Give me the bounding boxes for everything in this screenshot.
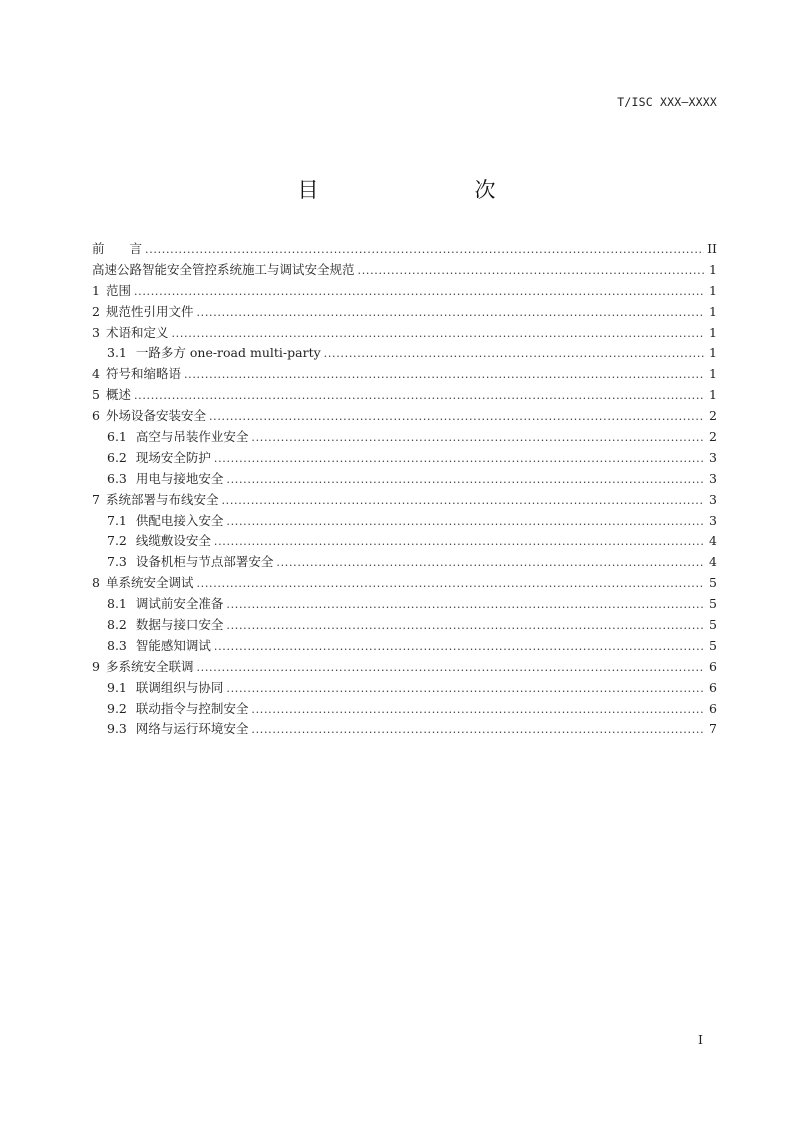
toc-entry-label: 范围 [105,282,131,298]
toc-entry-number: 1 [92,282,100,298]
toc-entry-label: 概述 [105,387,131,403]
toc-entry-number: 9 [92,658,100,674]
toc-page-number: 5 [709,637,717,653]
toc-dot-leader [214,532,704,553]
footer-page-number: I [698,1032,703,1047]
toc-entry-6[interactable] [92,406,717,427]
toc-page-number: 1 [709,303,717,319]
toc-dot-leader [251,700,704,721]
toc-entry-label: 供配电接入安全 [135,512,224,528]
toc-entry-number: 4 [92,366,100,382]
toc-entry-6-1[interactable] [92,427,717,448]
toc-entry-9-1[interactable] [92,678,717,699]
toc-dot-leader [214,637,704,658]
toc-dot-leader [171,324,704,345]
toc-page-number: 2 [709,429,717,445]
toc-page-number: 1 [709,366,717,382]
toc-entry-number: 7.1 [107,512,127,528]
toc-page-number: 1 [709,261,717,277]
toc-page-number: 5 [709,596,717,612]
toc-entry-foreword[interactable] [92,239,717,260]
toc-dot-leader [226,512,704,533]
toc-entry-label: 联动指令与控制安全 [135,700,249,716]
toc-entry-number: 8.2 [107,617,127,633]
toc-dot-leader [221,491,704,512]
toc-entry-label: 线缆敷设安全 [135,533,211,549]
toc-entry-9[interactable] [92,657,717,678]
toc-dot-leader [209,407,704,428]
toc-dot-leader [226,595,704,616]
page-title: 目 次 [297,178,534,202]
toc-page-number: 1 [709,324,717,340]
toc-dot-leader [196,303,704,324]
toc-entry-label: 术语和定义 [105,324,169,340]
toc-page-number: 6 [709,658,717,674]
toc-entry-number: 3.1 [107,345,127,361]
toc-page-number: 4 [709,533,717,549]
toc-entry-2[interactable] [92,302,717,323]
toc-entry-4[interactable] [92,364,717,385]
toc-entry-number: 7.2 [107,533,127,549]
toc-page-number: 7 [709,721,717,737]
toc-page-number: 3 [709,470,717,486]
toc-entry-number: 7.3 [107,554,127,570]
toc-dot-leader [226,679,704,700]
toc-dot-leader [184,365,704,386]
toc-entry-label: 符号和缩略语 [105,366,181,382]
toc-entry-standard-title[interactable] [92,260,717,281]
toc-dot-leader [251,428,704,449]
toc-page-number: 5 [709,575,717,591]
toc-entry-label: 设备机柜与节点部署安全 [135,554,274,570]
toc-page-number: 5 [709,617,717,633]
toc-dot-leader [214,449,704,470]
toc-entry-label: 一路多方 one-road multi-party [135,345,321,361]
toc-entry-label: 规范性引用文件 [105,303,194,319]
toc-entry-label: 单系统安全调试 [105,575,194,591]
toc-entry-label: 外场设备安装安全 [105,408,206,424]
toc-entry-label: 多系统安全联调 [105,658,194,674]
toc-entry-number: 6.2 [107,449,127,465]
toc-entry-number: 9.1 [107,679,127,695]
toc-entry-label: 现场安全防护 [135,449,211,465]
toc-page-number: 4 [709,554,717,570]
toc-dot-leader [324,344,704,365]
toc-entry-number: 9.2 [107,700,127,716]
toc-entry-label: 前 言 [92,241,143,256]
toc-page-number: 6 [709,679,717,695]
toc-dot-leader [276,553,704,574]
toc-entry-3-1[interactable] [92,343,717,364]
toc-entry-1[interactable] [92,281,717,302]
toc-entry-label: 高空与吊装作业安全 [135,429,249,445]
toc-entry-6-2[interactable] [92,448,717,469]
toc-page-number: 1 [709,387,717,403]
toc-page-number: 6 [709,700,717,716]
toc-entry-number: 6 [92,408,100,424]
toc-entry-label: 网络与运行环境安全 [135,721,249,737]
table-of-contents [92,239,717,740]
toc-entry-9-2[interactable] [92,699,717,720]
toc-entry-label: 联调组织与协同 [135,679,224,695]
toc-entry-label: 智能感知调试 [135,637,211,653]
toc-dot-leader [134,282,704,303]
toc-dot-leader [251,720,704,741]
toc-entry-number: 6.3 [107,470,127,486]
toc-dot-leader [196,658,704,679]
toc-dot-leader [145,240,704,261]
toc-page-number: 1 [709,345,717,361]
toc-page-number: 3 [709,491,717,507]
toc-entry-number: 6.1 [107,429,127,445]
toc-entry-8[interactable] [92,573,717,594]
toc-entry-7[interactable] [92,490,717,511]
toc-entry-number: 3 [92,324,100,340]
toc-entry-label: 用电与接地安全 [135,470,224,486]
toc-entry-number: 7 [92,491,100,507]
toc-entry-5[interactable] [92,385,717,406]
toc-entry-6-3[interactable] [92,469,717,490]
toc-page-number: 2 [709,408,717,424]
toc-entry-3[interactable] [92,323,717,344]
toc-entry-label: 系统部署与布线安全 [105,491,219,507]
toc-dot-leader [134,386,704,407]
toc-page-number: 3 [709,512,717,528]
toc-entry-number: 8.3 [107,637,127,653]
toc-dot-leader [196,574,704,595]
toc-entry-7-2[interactable] [92,531,717,552]
toc-entry-label: 数据与接口安全 [135,617,224,633]
toc-entry-7-3[interactable] [92,552,717,573]
toc-page-number: 1 [709,282,717,298]
toc-entry-number: 2 [92,303,100,319]
toc-entry-8-3[interactable] [92,636,717,657]
toc-dot-leader [358,261,704,282]
toc-page-number: 3 [709,449,717,465]
toc-entry-9-3[interactable] [92,719,717,740]
toc-entry-number: 9.3 [107,721,127,737]
toc-entry-8-2[interactable] [92,615,717,636]
toc-entry-number: 8.1 [107,596,127,612]
toc-entry-8-1[interactable] [92,594,717,615]
toc-page-number: II [707,241,717,256]
toc-entry-7-1[interactable] [92,511,717,532]
toc-entry-label: 高速公路智能安全管控系统施工与调试安全规范 [92,261,355,277]
toc-entry-label: 调试前安全准备 [135,596,224,612]
standard-code: T/ISC XXX—XXXX [617,95,717,109]
toc-entry-number: 5 [92,387,100,403]
toc-dot-leader [226,470,704,491]
toc-dot-leader [226,616,704,637]
toc-entry-number: 8 [92,575,100,591]
